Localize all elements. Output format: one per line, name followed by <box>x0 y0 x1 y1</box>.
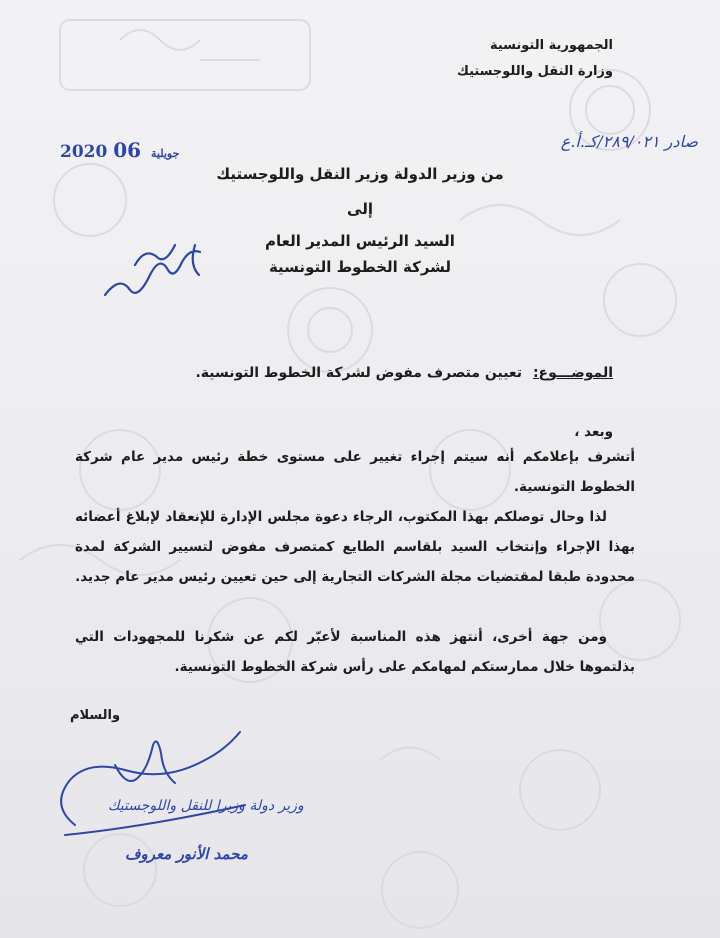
to-word: إلى <box>347 200 373 218</box>
signature-name: محمد الأنور معروف <box>125 845 248 863</box>
signature-scribble <box>45 725 275 850</box>
date-day: 06 <box>113 138 142 162</box>
closing-salutation: والسلام <box>70 708 121 723</box>
sender-line: من وزير الدولة وزير النقل واللوجستيك <box>216 165 504 183</box>
subject-text: تعيين متصرف مفوض لشركة الخطوط التونسية. <box>195 365 523 381</box>
paragraph-3: ومن جهة أخرى، أنتهز هذه المناسبة لأعبّر لكم عن شكرنا للمجهودات التي بذلتموها خلال ممارستكم لمهامكم على رأس شركة الخطوط التونسية. <box>75 629 635 675</box>
header-ministry: وزارة النقل واللوجستيك <box>456 64 613 79</box>
subject-label: الموضـــوع: <box>532 365 613 381</box>
date-month: جويلية <box>151 147 180 160</box>
reference-number: صادر ٢٨٩/٠٢١/كـ.أ.ع <box>560 132 698 151</box>
opening-line: وبعد ، <box>574 424 613 440</box>
letter-date <box>60 138 183 162</box>
header-country: الجمهورية التونسية <box>489 38 613 53</box>
paragraph-2: لذا وحال توصلكم بهذا المكتوب، الرجاء دعوة مجلس الإدارة للإنعقاد لإبلاغ أعضائه بهذا الإجراء وإنتخاب السيد بلقاسم الطايع كمتصرف مفوض لتسيير الشركة لمدة محدودة طبقا لمقتضيات مجلة الشركات التجارية إلى حين تعيين رئيس مدير عام جديد. <box>75 509 635 585</box>
subject-line <box>195 365 613 381</box>
signature-title: وزير دولة وزيرا للنقل واللوجستيك <box>108 798 304 814</box>
paragraph-1: أتشرف بإعلامكم أنه سيتم إجراء تغيير على مستوى خطة رئيس مدير عام شركة الخطوط التونسية. <box>75 449 635 495</box>
date-year: 2020 <box>60 142 108 162</box>
recipient-title: السيد الرئيس المدير العام <box>265 232 455 250</box>
recipient-company: لشركة الخطوط التونسية <box>268 258 452 276</box>
